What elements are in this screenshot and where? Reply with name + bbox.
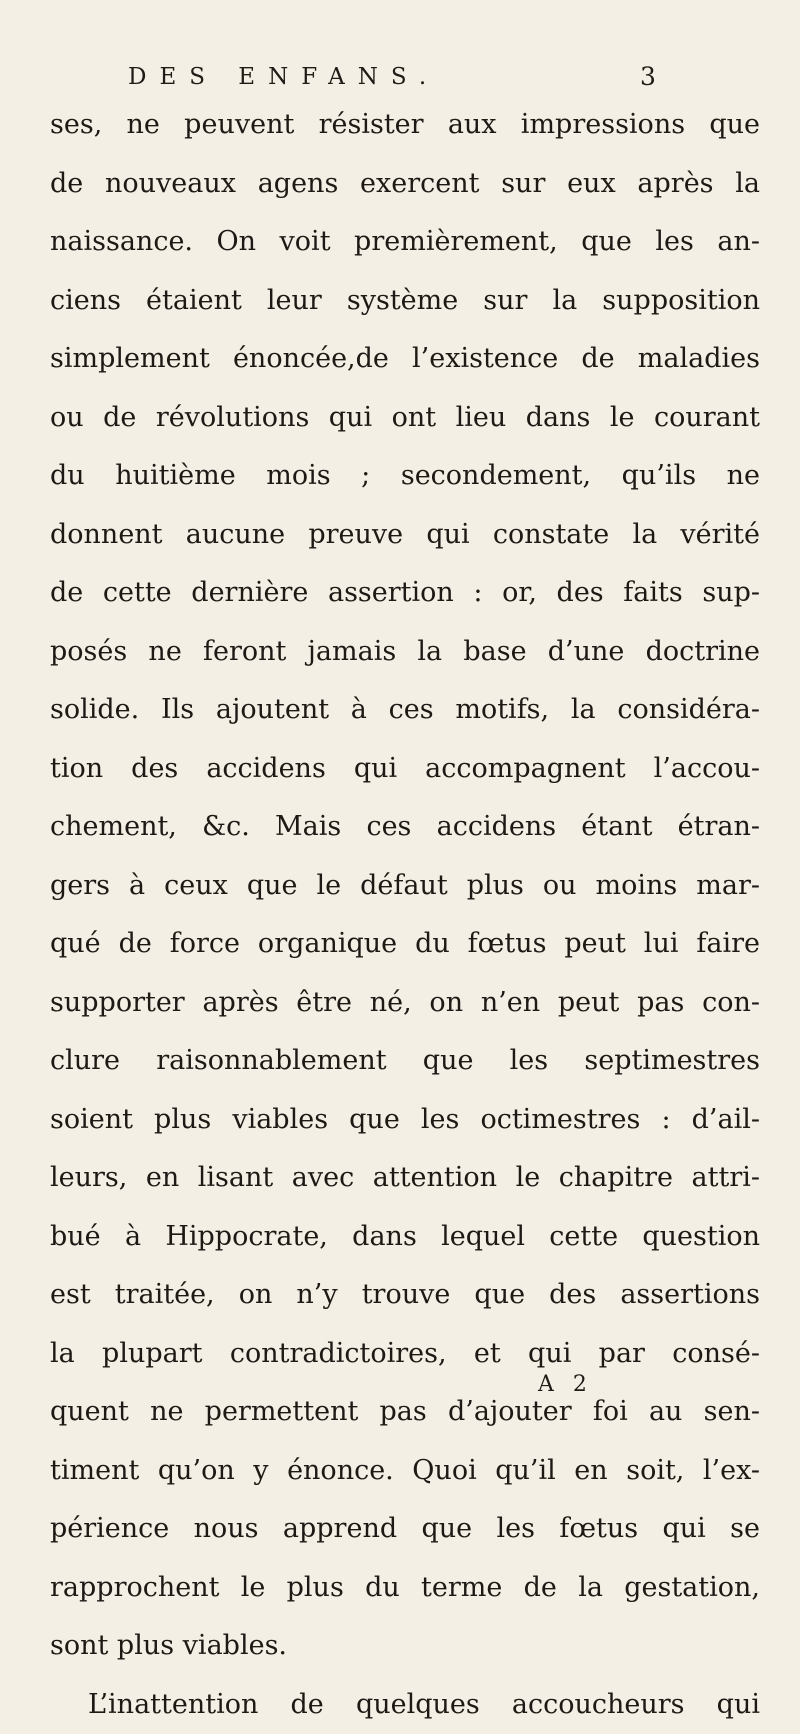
- text-line: soient plus viables que les octimestres : d’ail-: [50, 1091, 760, 1150]
- text-line: ses, ne peuvent résister aux impressions que: [50, 96, 760, 155]
- text-line: rapprochent le plus du terme de la gestation,: [50, 1559, 760, 1618]
- text-line: ou de révolutions qui ont lieu dans le courant: [50, 389, 760, 448]
- text-line: sont plus viables.: [50, 1617, 760, 1676]
- text-line: supporter après être né, on n’en peut pas con-: [50, 974, 760, 1033]
- page-number: 3: [640, 57, 680, 97]
- text-line: gers à ceux que le défaut plus ou moins mar-: [50, 857, 760, 916]
- text-line: donnent aucune preuve qui constate la vérité: [50, 506, 760, 565]
- text-line: chement, &c. Mais ces accidens étant étran-: [50, 798, 760, 857]
- text-line: de cette dernière assertion : or, des faits sup-: [50, 564, 760, 623]
- text-line: timent qu’on y énonce. Quoi qu’il en soit, l’ex-: [50, 1442, 760, 1501]
- text-line: de nouveaux agens exercent sur eux après la: [50, 155, 760, 214]
- signature-mark: A 2: [538, 1365, 628, 1405]
- text-line: qué de force organique du fœtus peut lui faire: [50, 915, 760, 974]
- text-line: la plupart contradictoires, et qui par consé-: [50, 1325, 760, 1384]
- text-line: bué à Hippocrate, dans lequel cette question: [50, 1208, 760, 1267]
- text-line: périence nous apprend que les fœtus qui se: [50, 1500, 760, 1559]
- body-text: [50, 96, 760, 1734]
- text-line: L’inattention de quelques accoucheurs qui: [50, 1676, 760, 1734]
- text-line: leurs, en lisant avec attention le chapitre attri-: [50, 1149, 760, 1208]
- text-line: simplement énoncée,de l’existence de maladies: [50, 330, 760, 389]
- text-line: ciens étaient leur système sur la supposition: [50, 272, 760, 331]
- text-line: tion des accidens qui accompagnent l’accou-: [50, 740, 760, 799]
- text-line: solide. Ils ajoutent à ces motifs, la considéra-: [50, 681, 760, 740]
- text-line: posés ne feront jamais la base d’une doctrine: [50, 623, 760, 682]
- text-line: naissance. On voit premièrement, que les an-: [50, 213, 760, 272]
- text-line: est traitée, on n’y trouve que des assertions: [50, 1266, 760, 1325]
- running-head: DES ENFANS.: [128, 57, 678, 97]
- text-line: quent ne permettent pas d’ajouter foi au sen-: [50, 1383, 760, 1442]
- text-line: clure raisonnablement que les septimestres: [50, 1032, 760, 1091]
- text-line: du huitième mois ; secondement, qu’ils ne: [50, 447, 760, 506]
